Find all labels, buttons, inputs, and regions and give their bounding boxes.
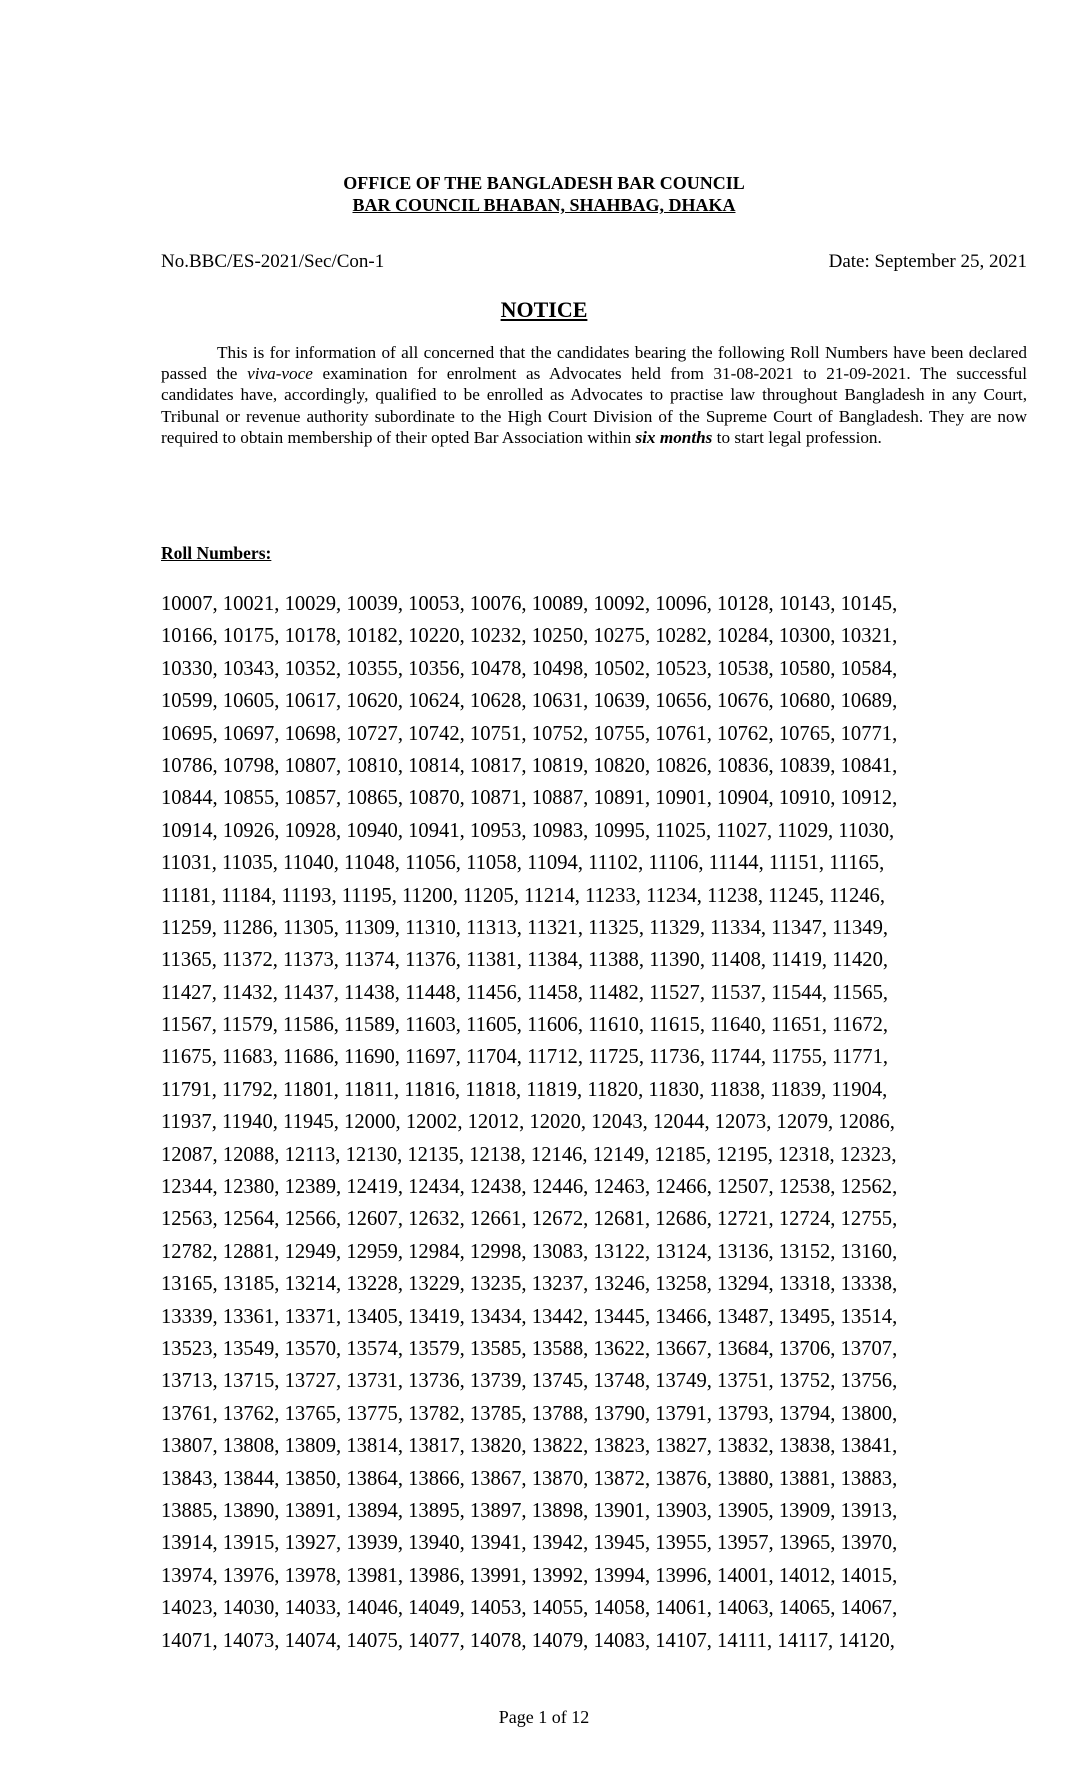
roll-number-line: 10786, 10798, 10807, 10810, 10814, 10817, 10819, 10820, 10826, 10836, 10839, 10841, [161,754,898,777]
roll-number-line: 11181, 11184, 11193, 11195, 11200, 11205, 11214, 11233, 11234, 11238, 11245, 11246, [161,884,885,907]
notice-body [161,342,1027,448]
body-emphasis-six-months: six months [635,427,713,447]
body-text-1: This is for information of all concerned that the candidates bearing the following Roll Numbers have been declared passed the [161,343,1027,384]
roll-number-line: 13974, 13976, 13978, 13981, 13986, 13991, 13992, 13994, 13996, 14001, 14012, 14015, [161,1564,898,1587]
roll-number-line: 13885, 13890, 13891, 13894, 13895, 13897, 13898, 13901, 13903, 13905, 13909, 13913, [161,1499,898,1522]
roll-number-line: 12782, 12881, 12949, 12959, 12984, 12998, 13083, 13122, 13124, 13136, 13152, 13160, [161,1240,898,1263]
roll-number-line: 10599, 10605, 10617, 10620, 10624, 10628, 10631, 10639, 10656, 10676, 10680, 10689, [161,690,898,713]
roll-number-line: 13339, 13361, 13371, 13405, 13419, 13434, 13442, 13445, 13466, 13487, 13495, 13514, [161,1305,898,1328]
notice-title: NOTICE [500,297,588,322]
roll-number-line: 13807, 13808, 13809, 13814, 13817, 13820, 13822, 13823, 13827, 13832, 13838, 13841, [161,1435,898,1458]
roll-number-line: 11427, 11432, 11437, 11438, 11448, 11456, 11458, 11482, 11527, 11537, 11544, 11565, [161,981,889,1004]
roll-number-line: 13523, 13549, 13570, 13574, 13579, 13585, 13588, 13622, 13667, 13684, 13706, 13707, [161,1337,898,1360]
roll-number-line: 10914, 10926, 10928, 10940, 10941, 10953, 10983, 10995, 11025, 11027, 11029, 11030, [161,819,895,842]
office-heading: OFFICE OF THE BANGLADESH BAR COUNCIL [343,173,745,193]
body-text-3: to start legal profession. [712,427,882,447]
roll-number-line: 11567, 11579, 11586, 11589, 11603, 11605, 11606, 11610, 11615, 11640, 11651, 11672, [161,1014,889,1037]
roll-number-line: 10695, 10697, 10698, 10727, 10742, 10751, 10752, 10755, 10761, 10762, 10765, 10771, [161,722,898,745]
roll-number-line: 11365, 11372, 11373, 11374, 11376, 11381, 11384, 11388, 11390, 11408, 11419, 11420, [161,949,889,972]
roll-number-line: 11259, 11286, 11305, 11309, 11310, 11313, 11321, 11325, 11329, 11334, 11347, 11349, [161,916,889,939]
roll-number-line: 13843, 13844, 13850, 13864, 13866, 13867, 13870, 13872, 13876, 13880, 13881, 13883, [161,1467,898,1490]
roll-number-list [161,588,1031,1657]
roll-number-line: 13761, 13762, 13765, 13775, 13782, 13785, 13788, 13790, 13791, 13793, 13794, 13800, [161,1402,898,1425]
roll-number-line: 11031, 11035, 11040, 11048, 11056, 11058, 11094, 11102, 11106, 11144, 11151, 11165, [161,852,885,875]
reference-row [161,250,1027,274]
page-number: Page 1 of 12 [498,1707,590,1727]
roll-number-line: 13713, 13715, 13727, 13731, 13736, 13739, 13745, 13748, 13749, 13751, 13752, 13756, [161,1370,898,1393]
roll-number-line: 10007, 10021, 10029, 10039, 10053, 10076, 10089, 10092, 10096, 10128, 10143, 10145, [161,593,898,615]
roll-numbers-heading: Roll Numbers: [161,543,272,563]
roll-number-line: 11675, 11683, 11686, 11690, 11697, 11704, 11712, 11725, 11736, 11744, 11755, 11771, [161,1046,889,1069]
body-italic-viva-voce: viva-voce [247,364,313,384]
roll-number-line: 14071, 14073, 14074, 14075, 14077, 14078, 14079, 14083, 14107, 14111, 14117, 14120, [161,1629,895,1652]
roll-number-line: 10330, 10343, 10352, 10355, 10356, 10478, 10498, 10502, 10523, 10538, 10580, 10584, [161,657,898,680]
body-text-2: examination for enrolment as Advocates held from 31-08-2021 to 21-09-2021. The successful candidates have, accordingly, qualified to be enrolled as Advocates to practise law throughout Bangladesh in any Court, Tribunal or revenue authority subordinate to the High Court Division of the Supreme Court of Bangladesh. They are now required to obtain membership of their opted Bar Association within [161,364,1027,447]
roll-number-line: 11937, 11940, 11945, 12000, 12002, 12012, 12020, 12043, 12044, 12073, 12079, 12086, [161,1111,895,1134]
roll-number-line: 13914, 13915, 13927, 13939, 13940, 13941, 13942, 13945, 13955, 13957, 13965, 13970, [161,1532,898,1555]
memo-number: No.BBC/ES-2021/Sec/Con-1 [161,251,385,272]
roll-number-line: 12563, 12564, 12566, 12607, 12632, 12661, 12672, 12681, 12686, 12721, 12724, 12755, [161,1208,898,1231]
roll-number-line: 12344, 12380, 12389, 12419, 12434, 12438, 12446, 12463, 12466, 12507, 12538, 12562, [161,1176,898,1199]
roll-number-line: 14023, 14030, 14033, 14046, 14049, 14053, 14055, 14058, 14061, 14063, 14065, 14067, [161,1597,898,1620]
roll-number-line: 12087, 12088, 12113, 12130, 12135, 12138, 12146, 12149, 12185, 12195, 12318, 12323, [161,1143,897,1166]
roll-number-line: 10166, 10175, 10178, 10182, 10220, 10232, 10250, 10275, 10282, 10284, 10300, 10321, [161,625,898,648]
roll-number-line: 13165, 13185, 13214, 13228, 13229, 13235, 13237, 13246, 13258, 13294, 13318, 13338, [161,1273,898,1296]
notice-date: Date: September 25, 2021 [828,251,1027,272]
office-address: BAR COUNCIL BHABAN, SHAHBAG, DHAKA [352,195,736,215]
roll-number-line: 10844, 10855, 10857, 10865, 10870, 10871, 10887, 10891, 10901, 10904, 10910, 10912, [161,787,898,810]
roll-number-line: 11791, 11792, 11801, 11811, 11816, 11818, 11819, 11820, 11830, 11838, 11839, 11904, [161,1078,888,1101]
